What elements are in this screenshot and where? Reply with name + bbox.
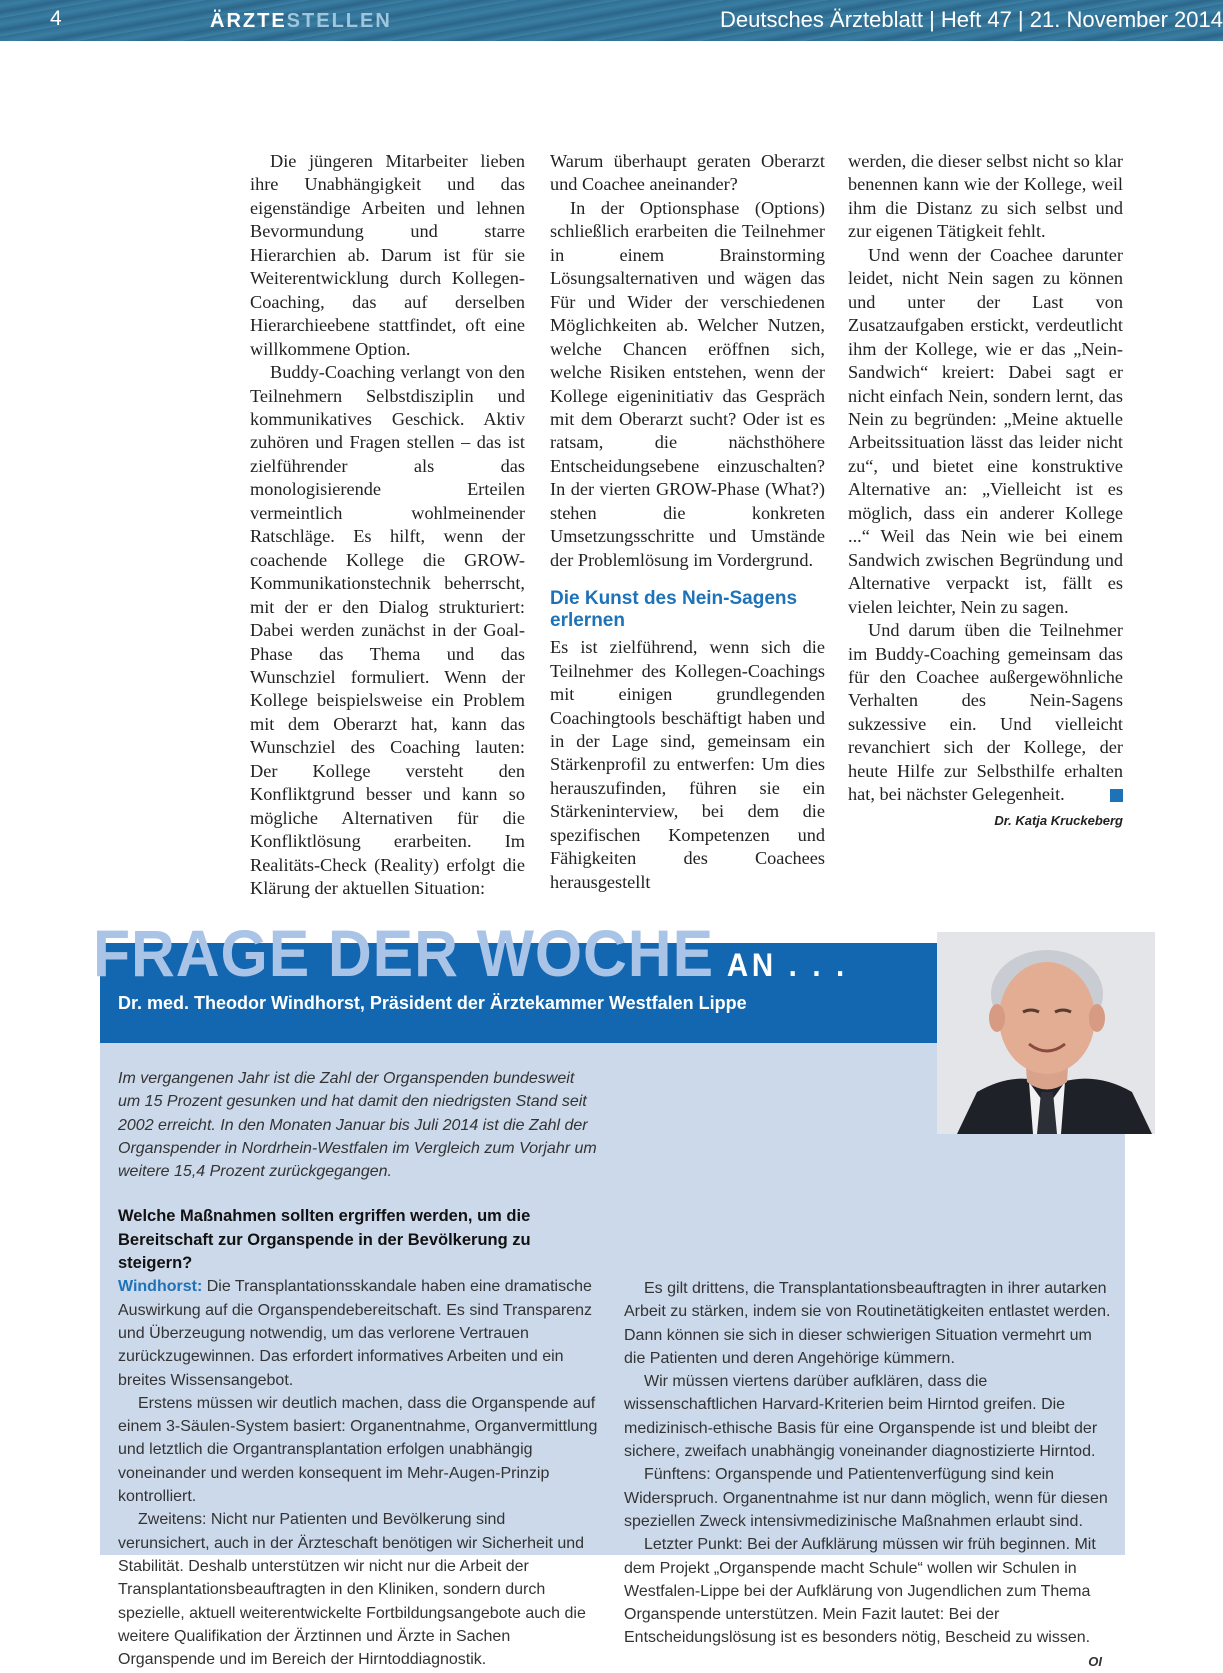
paragraph: In der Optionsphase (Options) schließlich erarbeiten die Teilnehmer in einem Brainstorming Lösungsalternativen und wägen das Für und Wider der verschiedenen Möglichkeiten ab. Welcher Nutzen, welche Chancen eröffnen sich, welche Risiken entstehen, wenn der Kollege eigeninitiativ das Gespräch mit dem Oberarzt sucht? Oder ist es ratsam, die nächsthöhere Entscheidungsebene einzuschalten? In der vierten GROW-Phase (What?) stehen die konkreten Umsetzungsschritte und Umstände der Problemlösung im Vordergrund. [550, 197, 825, 570]
article-column-2 [550, 150, 825, 894]
fdw-subtitle: Dr. med. Theodor Windhorst, Präsident der Ärztekammer Westfalen Lippe [118, 993, 747, 1013]
end-mark-icon [1110, 789, 1123, 802]
fdw-column-2 [624, 1067, 1114, 1673]
paragraph: Buddy-Coaching verlangt von den Teilnehmern Selbstdisziplin und kommunikatives Geschick. Aktiv zuhören und Fragen stellen – das ist zielführender als das monologisierende Erteilen vermeintlich wohlmeinender Ratschläge. Es hilft, wenn der coachende Kollege die GROW-Kommunikationstechnik beherrscht, mit der er den Dialog strukturiert: Dabei werden zunächst in der Goal-Phase das Thema und das Wunschziel formuliert. Wenn der Kollege beispielsweise ein Problem mit dem Oberarzt hat, kann das Wunschziel des Coaching lauten: Der Kollege versteht den Konfliktgrund besser und kann so mögliche Alternativen für die Konfliktlösung erarbeiten. Im Realitäts-Check (Reality) erfolgt die Klärung der aktuellen Situation: [250, 362, 525, 899]
fdw-title-text: FRAGE DER WOCHE [93, 916, 714, 990]
fdw-intro: Im vergangenen Jahr ist die Zahl der Organspenden bundesweit um 15 Prozent gesunken und hat damit den niedrigsten Stand seit 2002 erreicht. In den Monaten Januar bis Juli 2014 ist die Zahl der Organspender in Nordrhein-Westfalen im Vergleich zum Vorjahr um weitere 15,4 Prozent zurückgegangen. [118, 1070, 597, 1181]
paragraph-last [848, 619, 1123, 807]
fdw-answer-2: Erstens müssen wir deutlich machen, dass die Organspende auf einem 3-Säulen-System basiert: Organentnahme, Organvermittlung und letztlich die Organtransplantation erfolgen unabhängig voneinander und werden konsequent im Mehr-Augen-Prinzip kontrolliert. [118, 1394, 598, 1506]
fdw-answer-6: Fünftens: Organspende und Patientenverfügung sind kein Widerspruch. Organentnahme ist nur dann möglich, wenn für diesen speziellen Zweck intensivmedizinische Maßnahmen erlaubt sind. [624, 1466, 1108, 1530]
paragraph: Warum überhaupt geraten Oberarzt und Coachee aneinander? [550, 151, 825, 195]
answer-text: Die Transplantationsskandale haben eine dramatische Auswirkung auf die Organspendebereitschaft. Es sind Transparenz und Überzeugung notwendig, um das verlorene Vertrauen zurückzugewinnen. Das erfordert informatives Arbeiten und ein breites Wissensangebot. [118, 1278, 593, 1389]
article-column-1 [250, 150, 525, 901]
fdw-answer-5: Wir müssen viertens darüber aufklären, dass die wissenschaftlichen Harvard-Kriterien beim Hirntod greifen. Die medizinisch-ethische Basis für eine Organspende ist und bleibt der sichere, zweifach unabhängig voneinander diagnostizierte Hirntod. [624, 1373, 1098, 1461]
fdw-answer-3: Zweitens: Nicht nur Patienten und Bevölkerung sind verunsichert, auch in der Ärzteschaft benötigen wir Sicherheit und Stabilität. Deshalb unterstützen wir nicht nur die Arbeit der Transplantationsbeauftragten in den Kliniken, sondern durch spezielle, aktuell weiterentwickelte Fortbildungsangebote auch die weitere Qualifikation der Ärztinnen und Ärzte in Sachen Organspende und im Bereich der Hirntoddiagnostik. [118, 1511, 586, 1669]
section-heading: Die Kunst des Nein-Sagens erlernen [550, 588, 798, 632]
logo-part1: ÄRZTE [210, 10, 287, 32]
fdw-question: Welche Maßnahmen sollten ergriffen werden, um die Bereitschaft zur Organspende in der Bevölkerung zu steigern? [118, 1207, 531, 1273]
paragraph: Und wenn der Coachee darunter leidet, nicht Nein sagen zu können und unter der Last von Zusatzaufgaben erstickt, verdeutlicht ihm der Kollege, wie er das „Nein-Sandwich“ kreiert: Dabei sagt er nicht einfach Nein, sondern lernt, das Nein zu begründen: „Meine aktuelle Arbeitssituation lässt das leider nicht zu“, und bietet eine konstruktive Alternative an: „Vielleicht ist es möglich, dass ein anderer Kollege ...“ Weil das Nein wie bei einem Sandwich zwischen Begründung und Alternative verpackt ist, fällt es vielen leichter, Nein zu sagen. [848, 244, 1123, 617]
header-band [0, 0, 1223, 41]
fdw-title-suffix: AN . . . [726, 947, 848, 983]
fdw-answer-4: Es gilt drittens, die Transplantationsbeauftragten in ihrer autarken Arbeit zu stärken, indem sie von Routinetätigkeiten entlastet werden. Dann können sie sich in dieser schwierigen Situation vermehrt um die Patienten und deren Angehörige kümmern. [624, 1280, 1111, 1367]
article-column-3 [848, 150, 1123, 832]
paragraph: Die jüngeren Mitarbeiter lieben ihre Unabhängigkeit und das eigenständige Arbeiten und lehnen Bevormundung und starre Hierarchien ab. Darum ist für sie Weiterentwicklung durch Kollegen-Coaching, das auf derselben Hierarchieebene stattfindet, oft eine willkommene Option. [250, 151, 525, 359]
paragraph: Es ist zielführend, wenn sich die Teilnehmer des Kollegen-Coachings mit einigen grundlegenden Coachingtools beschäftigt haben und in der Lage sind, gemeinsam ein Stärkenprofil zu entwerfen: Um dies herauszufinden, führen sie ein Stärkeninterview, bei dem die spezifischen Kompetenzen und Fähigkeiten des Coachees herausgestellt [550, 637, 825, 892]
page-number: 4 [50, 7, 62, 30]
fdw-answer-7 [624, 1533, 1114, 1669]
article-author: Dr. Katja Kruckeberg [994, 812, 1123, 828]
fdw-answer-1 [118, 1275, 598, 1391]
speaker-name: Windhorst: [118, 1278, 203, 1296]
author-signature: OI [1088, 1653, 1102, 1669]
issue-info: Deutsches Ärzteblatt | Heft 47 | 21. November 2014 [719, 7, 1223, 32]
fdw-column-1 [118, 1067, 598, 1671]
paragraph-text: Und darum üben die Teilnehmer im Buddy-Coaching gemeinsam das für den Coachee außergewöhnliche Verhalten des Nein-Sagens sukzessive ein. Und vielleicht revanchiert sich der Kollege, der heute Hilfe zur Selbsthilfe erhalten hat, bei nächster Gelegenheit. [848, 620, 1123, 805]
answer-text: Letzter Punkt: Bei der Aufklärung müssen wir früh beginnen. Mit dem Projekt „Organspende macht Schule“ wollen wir Schulen in Westfalen-Lippe bei der Aufklärung von Jugendlichen zum Thema Organspende unterstützen. Mein Fazit lautet: Bei der Entscheidungslösung ist es besonders nötig, Bescheid zu wissen. [624, 1536, 1096, 1647]
logo-part2: STELLEN [286, 10, 392, 32]
section-logo [210, 10, 392, 33]
paragraph: werden, die dieser selbst nicht so klar benennen kann wie der Kollege, weil ihm die Distanz zu sich selbst und zur eigenen Tätigkeit fehlt. [848, 151, 1123, 242]
fdw-title [93, 918, 848, 1000]
